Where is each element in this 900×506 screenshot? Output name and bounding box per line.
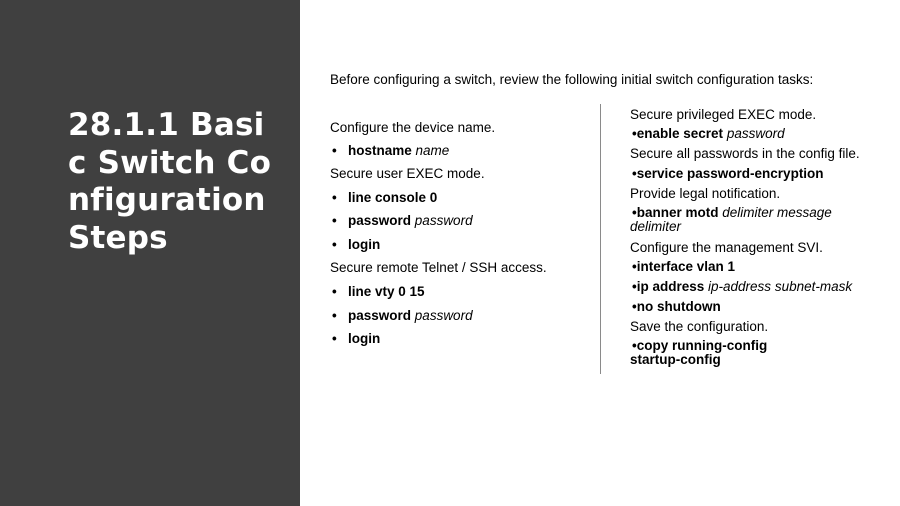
command-no-shutdown: [632, 299, 721, 315]
task-heading-privileged-exec: Secure privileged EXEC mode.: [630, 107, 817, 122]
title-panel: [0, 0, 300, 506]
command-hostname: [332, 143, 449, 159]
command-keyword: hostname: [348, 143, 412, 158]
bullet-icon: •: [632, 259, 637, 274]
slide-title: 28.1.1 Basic Switch Configuration Steps: [68, 107, 272, 256]
task-heading-remote-access: Secure remote Telnet / SSH access.: [330, 260, 547, 275]
command-banner-motd: [632, 206, 832, 234]
command-line-console: [332, 190, 437, 206]
bullet-icon: •: [632, 166, 637, 181]
command-password-vty: [332, 308, 473, 324]
bullet-icon: •: [332, 237, 337, 252]
command-line-vty: [332, 284, 425, 300]
command-argument: delimiter: [630, 219, 682, 234]
command-keyword: copy running-config: [636, 338, 768, 353]
command-argument: password: [414, 213, 473, 228]
bullet-icon: •: [332, 308, 337, 323]
bullet-icon: •: [332, 284, 337, 299]
command-argument: password: [414, 308, 473, 323]
command-banner-motd-line-2: [630, 220, 832, 234]
command-argument: ip-address subnet-mask: [708, 279, 853, 294]
bullet-icon: •: [332, 190, 337, 205]
bullet-icon: •: [632, 279, 637, 294]
command-keyword: service password-encryption: [636, 166, 824, 181]
command-interface-vlan: [632, 259, 735, 275]
command-keyword: line console 0: [348, 190, 438, 205]
bullet-icon: •: [332, 213, 337, 228]
command-argument: password: [726, 126, 785, 141]
bullet-icon: •: [632, 299, 637, 314]
command-keyword: password: [348, 213, 412, 228]
bullet-icon: •: [632, 338, 637, 353]
bullet-icon: •: [332, 331, 337, 346]
command-keyword: interface vlan 1: [636, 259, 736, 274]
command-keyword: banner motd: [636, 205, 719, 220]
task-heading-user-exec: Secure user EXEC mode.: [330, 166, 485, 181]
command-keyword: login: [348, 331, 381, 346]
intro-text: Before configuring a switch, review the following initial switch configuration tasks:: [330, 72, 814, 87]
command-password-console: [332, 213, 473, 229]
command-argument: delimiter message: [722, 205, 832, 220]
task-heading-device-name: Configure the device name.: [330, 120, 496, 135]
command-keyword: password: [348, 308, 412, 323]
command-banner-motd-line-1: [632, 206, 832, 220]
command-copy-line-2: [630, 353, 767, 367]
command-ip-address: [632, 279, 852, 295]
command-keyword: startup-config: [630, 352, 721, 367]
command-argument: name: [415, 143, 450, 158]
column-divider: [600, 104, 601, 374]
command-login-console: [332, 237, 380, 253]
command-keyword: login: [348, 237, 381, 252]
task-heading-management-svi: Configure the management SVI.: [630, 240, 823, 255]
bullet-icon: •: [632, 126, 637, 141]
command-enable-secret: [632, 126, 785, 142]
command-service-password-encryption: [632, 166, 824, 182]
task-heading-legal-notification: Provide legal notification.: [630, 186, 781, 201]
command-keyword: ip address: [636, 279, 705, 294]
command-keyword: enable secret: [636, 126, 724, 141]
command-keyword: no shutdown: [636, 299, 721, 314]
command-keyword: line vty 0 15: [348, 284, 425, 299]
command-copy-line-1: [632, 339, 767, 353]
bullet-icon: •: [332, 143, 337, 158]
command-copy-running-config: [632, 339, 767, 367]
task-heading-save-configuration: Save the configuration.: [630, 319, 769, 334]
task-heading-encrypt-passwords: Secure all passwords in the config file.: [630, 146, 860, 161]
bullet-icon: •: [632, 205, 637, 220]
command-login-vty: [332, 331, 380, 347]
